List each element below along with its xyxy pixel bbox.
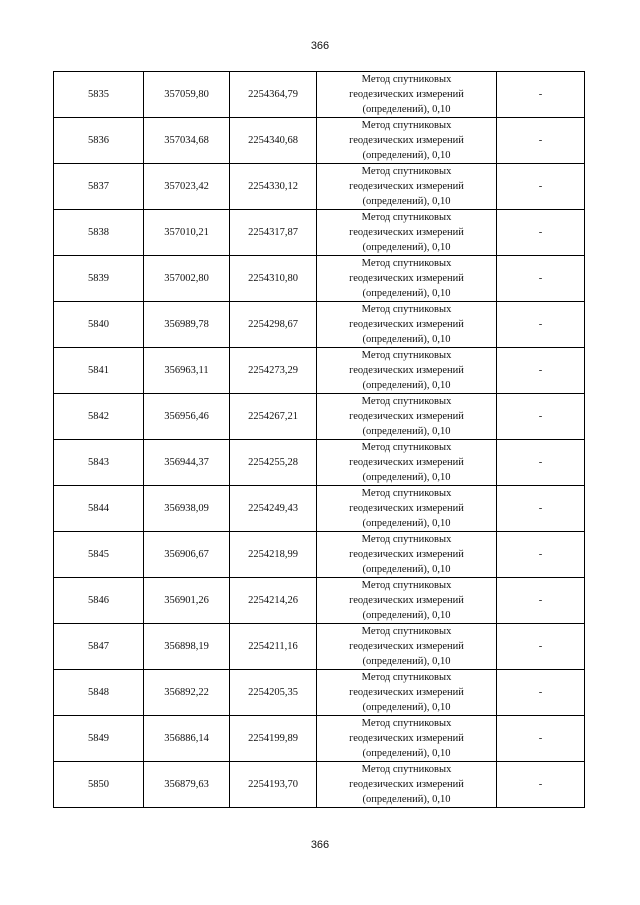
method-line: Метод спутниковых xyxy=(361,166,452,177)
cell-extra: - xyxy=(497,762,585,808)
table-row xyxy=(54,624,585,670)
method-line: (определений), 0,10 xyxy=(362,104,451,115)
cell-y-coordinate: 2254214,26 xyxy=(230,578,317,624)
method-line: Метод спутниковых xyxy=(361,718,452,729)
cell-method xyxy=(317,578,497,624)
cell-extra: - xyxy=(497,302,585,348)
method-line: геодезических измерений xyxy=(349,135,464,146)
cell-extra: - xyxy=(497,440,585,486)
cell-x-coordinate: 356944,37 xyxy=(144,440,230,486)
table-row xyxy=(54,72,585,118)
cell-y-coordinate: 2254340,68 xyxy=(230,118,317,164)
cell-extra: - xyxy=(497,72,585,118)
cell-y-coordinate: 2254330,12 xyxy=(230,164,317,210)
table-row xyxy=(54,532,585,578)
cell-y-coordinate: 2254218,99 xyxy=(230,532,317,578)
cell-y-coordinate: 2254199,89 xyxy=(230,716,317,762)
table-row xyxy=(54,164,585,210)
method-line: геодезических измерений xyxy=(349,733,464,744)
method-line: геодезических измерений xyxy=(349,365,464,376)
method-line: (определений), 0,10 xyxy=(362,518,451,529)
method-line: Метод спутниковых xyxy=(361,534,452,545)
method-line: Метод спутниковых xyxy=(361,304,452,315)
coordinates-table-body xyxy=(54,72,585,808)
method-line: Метод спутниковых xyxy=(361,120,452,131)
cell-point-number: 5845 xyxy=(54,532,144,578)
cell-x-coordinate: 356938,09 xyxy=(144,486,230,532)
method-line: (определений), 0,10 xyxy=(362,288,451,299)
cell-x-coordinate: 356989,78 xyxy=(144,302,230,348)
method-line: геодезических измерений xyxy=(349,411,464,422)
method-line: Метод спутниковых xyxy=(361,258,452,269)
cell-y-coordinate: 2254273,29 xyxy=(230,348,317,394)
cell-extra: - xyxy=(497,670,585,716)
cell-extra: - xyxy=(497,578,585,624)
cell-point-number: 5850 xyxy=(54,762,144,808)
cell-method xyxy=(317,624,497,670)
cell-y-coordinate: 2254211,16 xyxy=(230,624,317,670)
cell-x-coordinate: 357002,80 xyxy=(144,256,230,302)
table-row xyxy=(54,302,585,348)
cell-point-number: 5836 xyxy=(54,118,144,164)
cell-point-number: 5840 xyxy=(54,302,144,348)
cell-point-number: 5839 xyxy=(54,256,144,302)
cell-method xyxy=(317,486,497,532)
cell-method xyxy=(317,440,497,486)
cell-method xyxy=(317,302,497,348)
method-line: геодезических измерений xyxy=(349,503,464,514)
cell-point-number: 5838 xyxy=(54,210,144,256)
table-row xyxy=(54,486,585,532)
cell-x-coordinate: 356892,22 xyxy=(144,670,230,716)
cell-y-coordinate: 2254205,35 xyxy=(230,670,317,716)
cell-method xyxy=(317,210,497,256)
method-line: Метод спутниковых xyxy=(361,350,452,361)
cell-extra: - xyxy=(497,486,585,532)
table-row xyxy=(54,394,585,440)
method-line: (определений), 0,10 xyxy=(362,564,451,575)
cell-extra: - xyxy=(497,164,585,210)
method-line: геодезических измерений xyxy=(349,687,464,698)
method-line: геодезических измерений xyxy=(349,89,464,100)
table-row xyxy=(54,348,585,394)
method-line: Метод спутниковых xyxy=(361,580,452,591)
cell-y-coordinate: 2254249,43 xyxy=(230,486,317,532)
method-line: геодезических измерений xyxy=(349,641,464,652)
table-row xyxy=(54,578,585,624)
method-line: Метод спутниковых xyxy=(361,212,452,223)
cell-extra: - xyxy=(497,210,585,256)
method-line: Метод спутниковых xyxy=(361,396,452,407)
coordinates-table xyxy=(53,71,585,808)
cell-x-coordinate: 356901,26 xyxy=(144,578,230,624)
cell-method xyxy=(317,72,497,118)
method-line: (определений), 0,10 xyxy=(362,242,451,253)
method-line: геодезических измерений xyxy=(349,181,464,192)
cell-x-coordinate: 357010,21 xyxy=(144,210,230,256)
cell-point-number: 5842 xyxy=(54,394,144,440)
method-line: (определений), 0,10 xyxy=(362,656,451,667)
page-number-bottom: 366 xyxy=(310,839,330,851)
method-line: (определений), 0,10 xyxy=(362,334,451,345)
method-line: (определений), 0,10 xyxy=(362,150,451,161)
table-row xyxy=(54,210,585,256)
method-line: Метод спутниковых xyxy=(361,74,452,85)
cell-method xyxy=(317,532,497,578)
method-line: Метод спутниковых xyxy=(361,442,452,453)
method-line: (определений), 0,10 xyxy=(362,702,451,713)
method-line: геодезических измерений xyxy=(349,779,464,790)
cell-y-coordinate: 2254310,80 xyxy=(230,256,317,302)
cell-y-coordinate: 2254298,67 xyxy=(230,302,317,348)
cell-extra: - xyxy=(497,256,585,302)
method-line: геодезических измерений xyxy=(349,227,464,238)
method-line: Метод спутниковых xyxy=(361,626,452,637)
page-number-top: 366 xyxy=(310,40,330,52)
method-line: Метод спутниковых xyxy=(361,672,452,683)
method-line: (определений), 0,10 xyxy=(362,380,451,391)
cell-y-coordinate: 2254255,28 xyxy=(230,440,317,486)
table-row xyxy=(54,716,585,762)
cell-extra: - xyxy=(497,532,585,578)
cell-x-coordinate: 357034,68 xyxy=(144,118,230,164)
cell-point-number: 5843 xyxy=(54,440,144,486)
cell-x-coordinate: 356886,14 xyxy=(144,716,230,762)
cell-point-number: 5846 xyxy=(54,578,144,624)
cell-method xyxy=(317,762,497,808)
cell-method xyxy=(317,118,497,164)
table-row xyxy=(54,762,585,808)
method-line: геодезических измерений xyxy=(349,273,464,284)
cell-method xyxy=(317,256,497,302)
cell-point-number: 5849 xyxy=(54,716,144,762)
method-line: геодезических измерений xyxy=(349,457,464,468)
cell-x-coordinate: 356898,19 xyxy=(144,624,230,670)
method-line: (определений), 0,10 xyxy=(362,196,451,207)
method-line: геодезических измерений xyxy=(349,595,464,606)
cell-x-coordinate: 356906,67 xyxy=(144,532,230,578)
table-row xyxy=(54,118,585,164)
method-line: (определений), 0,10 xyxy=(362,610,451,621)
method-line: Метод спутниковых xyxy=(361,488,452,499)
cell-extra: - xyxy=(497,394,585,440)
method-line: (определений), 0,10 xyxy=(362,426,451,437)
cell-x-coordinate: 356956,46 xyxy=(144,394,230,440)
cell-y-coordinate: 2254193,70 xyxy=(230,762,317,808)
cell-extra: - xyxy=(497,716,585,762)
cell-point-number: 5841 xyxy=(54,348,144,394)
method-line: Метод спутниковых xyxy=(361,764,452,775)
cell-y-coordinate: 2254364,79 xyxy=(230,72,317,118)
method-line: (определений), 0,10 xyxy=(362,794,451,805)
cell-x-coordinate: 357059,80 xyxy=(144,72,230,118)
cell-method xyxy=(317,670,497,716)
method-line: (определений), 0,10 xyxy=(362,472,451,483)
cell-point-number: 5847 xyxy=(54,624,144,670)
cell-y-coordinate: 2254267,21 xyxy=(230,394,317,440)
cell-point-number: 5844 xyxy=(54,486,144,532)
cell-point-number: 5835 xyxy=(54,72,144,118)
cell-extra: - xyxy=(497,624,585,670)
cell-method xyxy=(317,394,497,440)
cell-method xyxy=(317,164,497,210)
cell-x-coordinate: 357023,42 xyxy=(144,164,230,210)
cell-x-coordinate: 356963,11 xyxy=(144,348,230,394)
cell-extra: - xyxy=(497,348,585,394)
cell-extra: - xyxy=(497,118,585,164)
method-line: (определений), 0,10 xyxy=(362,748,451,759)
method-line: геодезических измерений xyxy=(349,319,464,330)
cell-x-coordinate: 356879,63 xyxy=(144,762,230,808)
table-row xyxy=(54,256,585,302)
table-row xyxy=(54,670,585,716)
cell-point-number: 5848 xyxy=(54,670,144,716)
cell-point-number: 5837 xyxy=(54,164,144,210)
method-line: геодезических измерений xyxy=(349,549,464,560)
cell-method xyxy=(317,716,497,762)
cell-method xyxy=(317,348,497,394)
cell-y-coordinate: 2254317,87 xyxy=(230,210,317,256)
table-row xyxy=(54,440,585,486)
